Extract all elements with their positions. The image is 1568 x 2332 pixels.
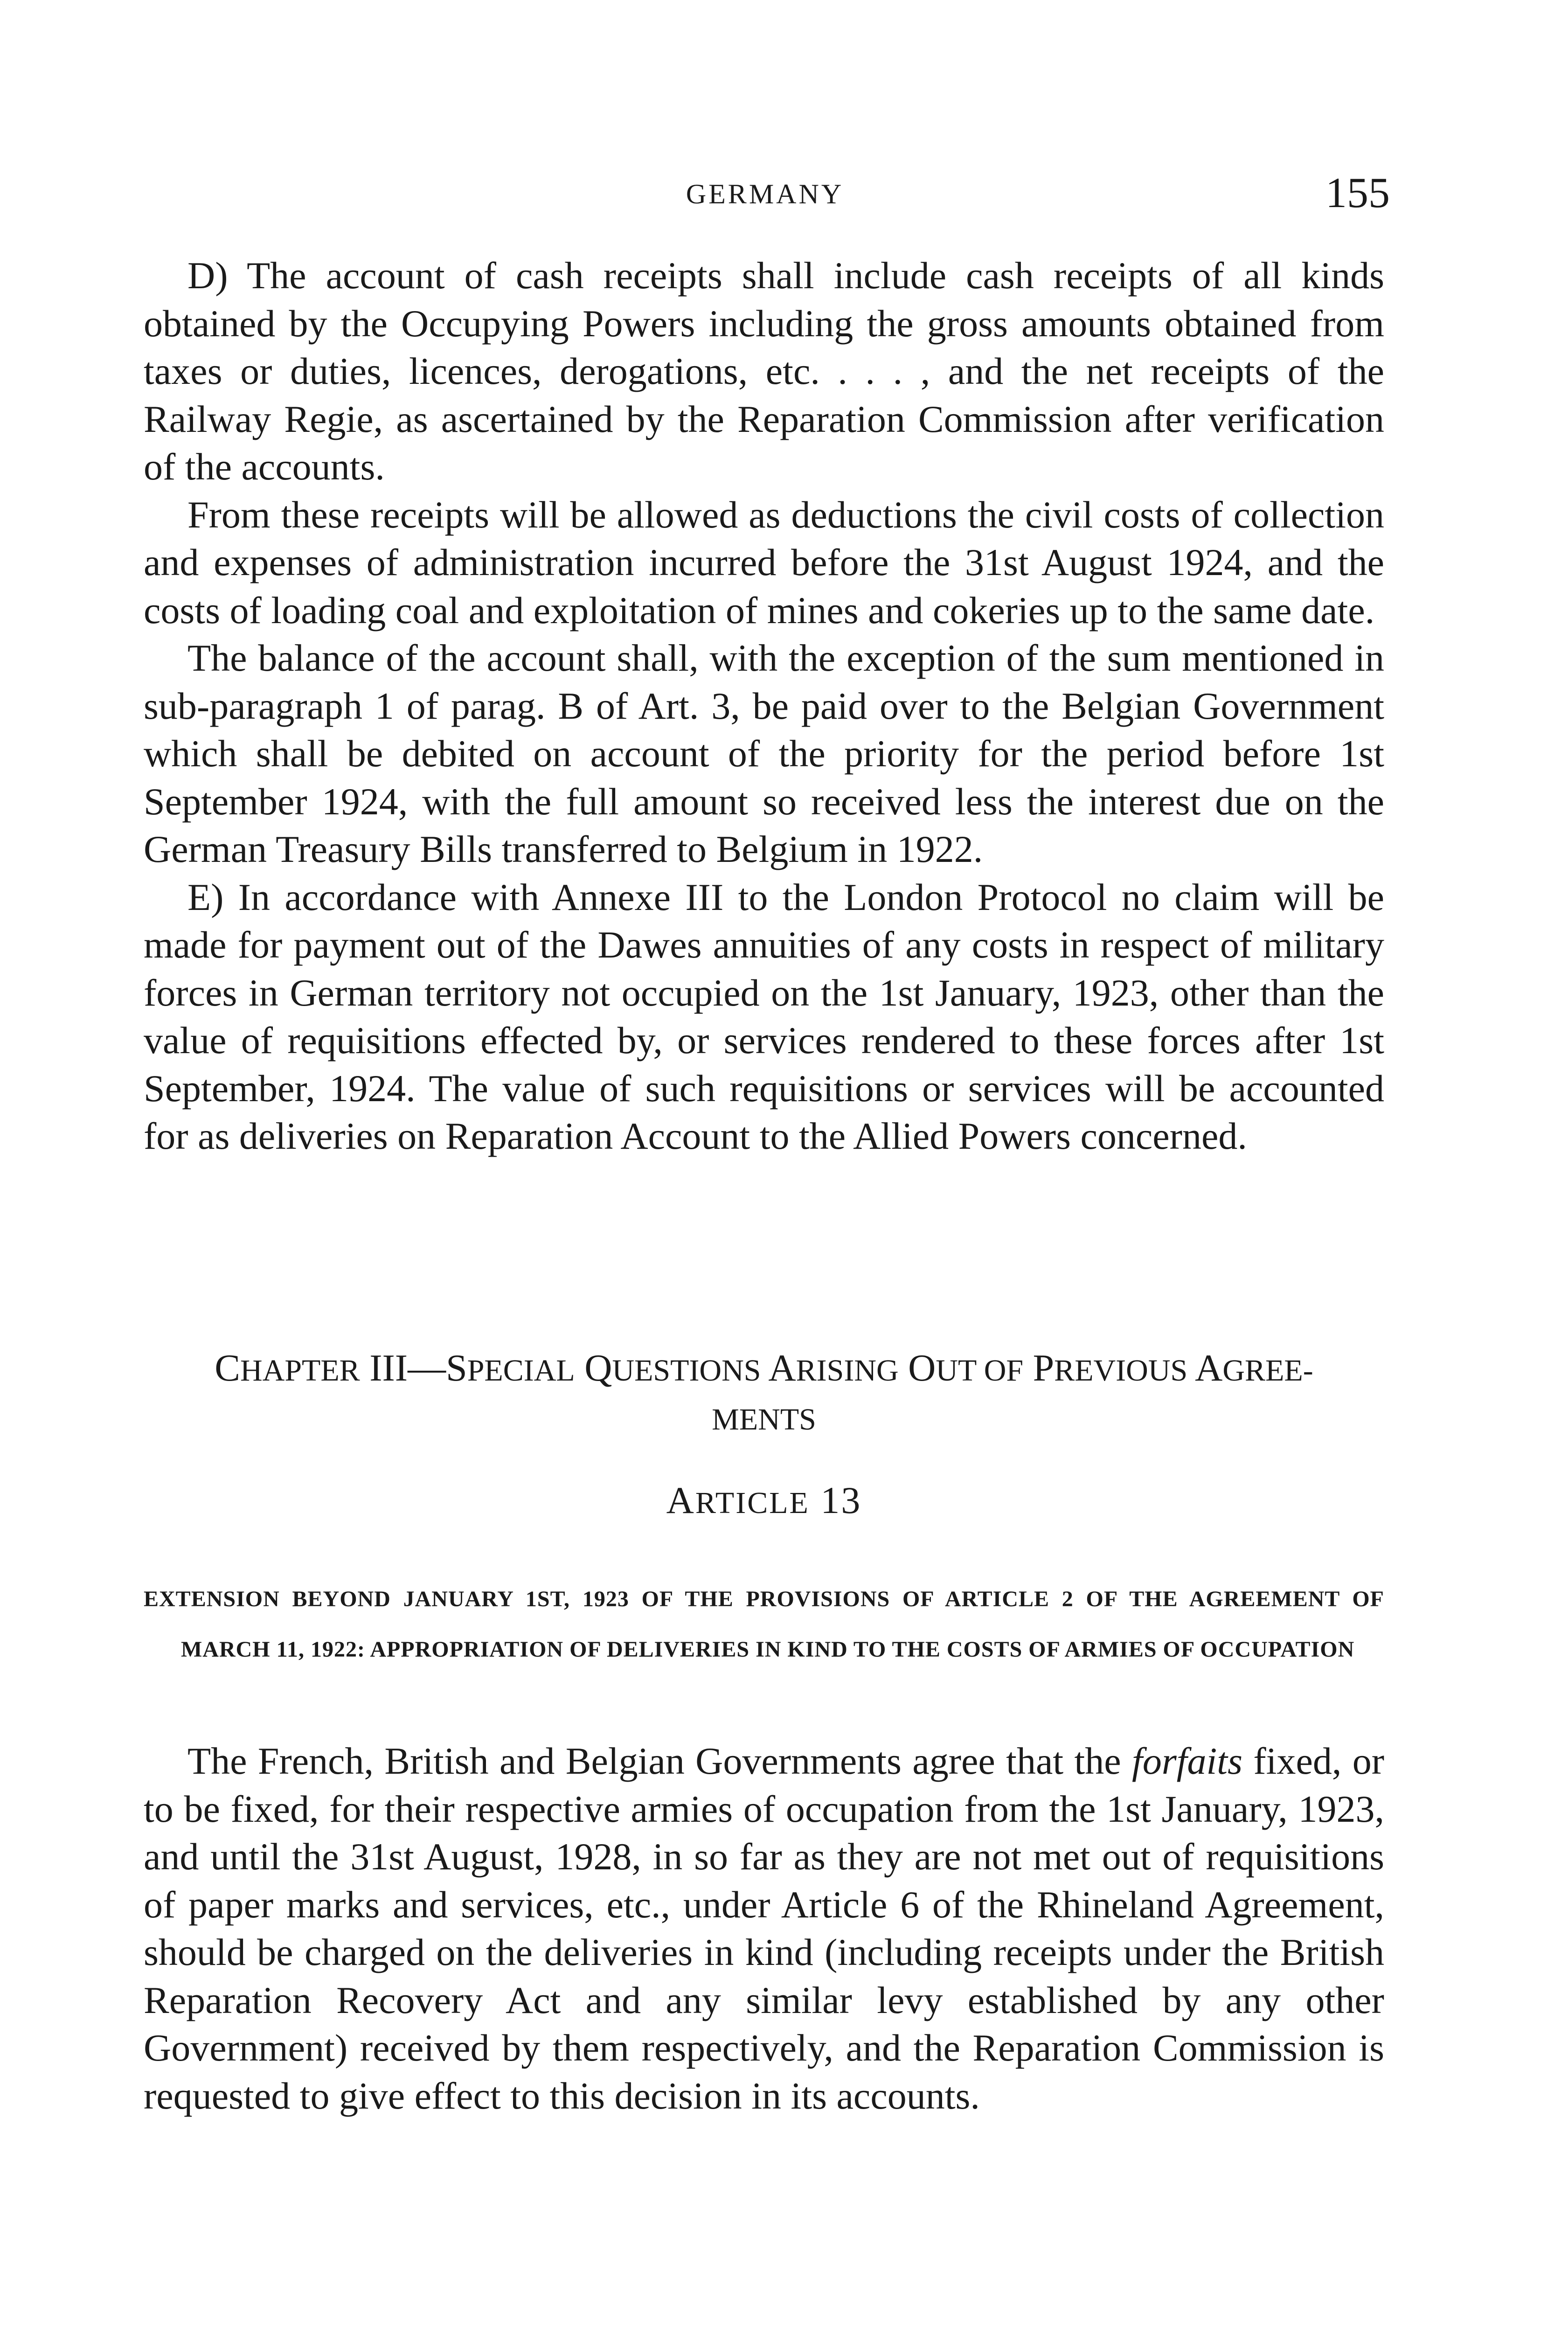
chapter-word-rest: MENTS xyxy=(712,1402,816,1437)
chapter-word-rest: UT xyxy=(936,1353,977,1388)
article-text-part: The French, British and Belgian Governments agree that the xyxy=(187,1740,1132,1782)
article-body xyxy=(144,1737,1384,2120)
paragraph-e-annexe-iii: E) In accordance with Annexe III to the London Protocol no claim will be made for payment out of the Dawes annuities of any costs in respect of military forces in German territory not occupied on the 1st January, 1923, other than the value of requisitions effected by, or services rendered to these forces after 1st September, 1924. The value of such requisitions or services will be accounted for as deliveries on Reparation Account to the Allied Powers concerned. xyxy=(144,875,1384,1157)
chapter-word-cap: O xyxy=(898,1346,936,1389)
chapter-word-cap: C xyxy=(215,1346,240,1389)
article-word-cap: A xyxy=(666,1479,695,1521)
chapter-word-cap: S xyxy=(446,1346,467,1389)
chapter-word-rest: HAPTER xyxy=(240,1353,360,1388)
running-head xyxy=(140,168,1390,219)
chapter-word-cap: Q xyxy=(575,1346,612,1389)
chapter-word-rest: GREE- xyxy=(1222,1353,1313,1388)
article-number: 13 xyxy=(809,1479,862,1521)
paragraph-deductions: From these receipts will be allowed as deductions the civil costs of collection and expenses of administration incurred before the 31st August 1924, and the costs of loading coal and exploitation of mines and cokeries up to the same date. xyxy=(144,493,1384,632)
chapter-word-rest: REVIOUS xyxy=(1054,1353,1188,1388)
page-number: 155 xyxy=(1325,169,1390,216)
article-title: EXTENSION BEYOND JANUARY 1ST, 1923 OF THE PROVISIONS OF ARTICLE 2 OF THE AGREEMENT OF MARCH 11, 1922: APPROPRIATION OF DELIVERIES IN KIND TO THE COSTS OF ARMIES OF OCCUPATION xyxy=(144,1587,1384,1662)
chapter-word-rest: PECIAL xyxy=(467,1353,575,1388)
article-word-rest: RTICLE xyxy=(695,1486,810,1520)
article-italic-term: forfaits xyxy=(1132,1740,1242,1782)
chapter-word-cap: A xyxy=(761,1346,796,1389)
chapter-word-rest: OF xyxy=(976,1353,1024,1388)
body-text xyxy=(144,252,1384,1160)
paragraph-balance: The balance of the account shall, with the exception of the sum mentioned in sub-paragraph 1 of parag. B of Art. 3, be paid over to the Belgian Government which shall be debited on account of the priority for the period before 1st September 1924, with the full amount so received less the interest due on the German Treasury Bills transferred to Belgium in 1922. xyxy=(144,637,1384,870)
chapter-heading xyxy=(144,1343,1384,1444)
article-text-part: fixed, or to be fixed, for their respective armies of occupation from the 1st January, 1923, and until the 31st August, 1928, in so far as they are not met out of requisitions of paper marks and services, etc., under Article 6 of the Rhineland Agreement, should be charged on the deliveries in kind (including receipts under the British Reparation Recovery Act and any similar levy established by any other Government) received by them respectively, and the Reparation Commission is requested to give effect to this decision in its accounts. xyxy=(144,1740,1385,2117)
running-title: GERMANY xyxy=(686,179,844,209)
chapter-word-rest: UESTIONS xyxy=(612,1353,761,1388)
chapter-number: III— xyxy=(360,1346,446,1389)
article-paragraph xyxy=(144,1737,1384,2120)
chapter-word-rest: RISING xyxy=(796,1353,899,1388)
article-label xyxy=(144,1478,1384,1522)
chapter-word-cap: A xyxy=(1187,1346,1223,1389)
chapter-word-cap: P xyxy=(1023,1346,1055,1389)
paragraph-d-cash-receipts: D) The account of cash receipts shall include cash receipts of all kinds obtained by the Occupying Powers including the gross amounts obtained from taxes or duties, licences, derogations, etc. . . . , and the net receipts of the Railway Regie, as ascertained by the Reparation Commission after verification of the accounts. xyxy=(144,254,1384,488)
